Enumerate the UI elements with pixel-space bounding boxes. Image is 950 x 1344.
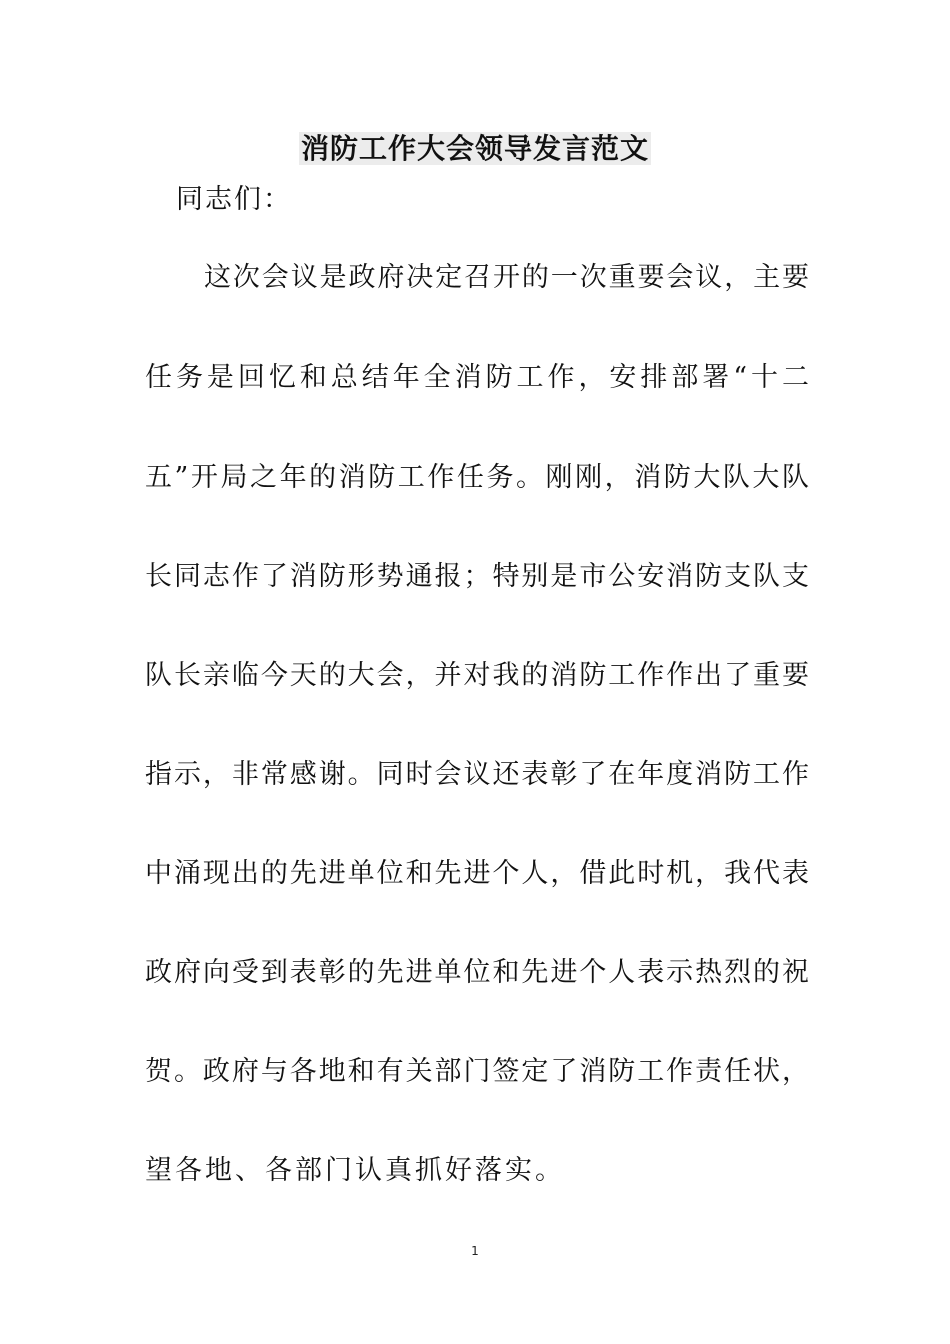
paragraph-line-5: 队长亲临今天的大会，并对我的消防工作作出了重要 [145, 660, 809, 691]
paragraph-line-9: 贺。政府与各地和有关部门签定了消防工作责任状， [145, 1056, 809, 1087]
salutation: 同志们： [176, 184, 292, 215]
paragraph-line-1: 这次会议是政府决定召开的一次重要会议，主要 [204, 262, 809, 293]
paragraph-line-2: 任务是回忆和总结年全消防工作，安排部署“十二 [145, 362, 809, 393]
paragraph-line-6: 指示，非常感谢。同时会议还表彰了在年度消防工作 [145, 759, 809, 790]
document-title-text: 消防工作大会领导发言范文 [300, 132, 649, 165]
paragraph-line-4: 长同志作了消防形势通报；特别是市公安消防支队支 [145, 561, 809, 592]
paragraph-line-7: 中涌现出的先进单位和先进个人，借此时机，我代表 [145, 858, 809, 889]
paragraph-line-10: 望各地、各部门认真抓好落实。 [145, 1155, 565, 1186]
paragraph-line-3: 五”开局之年的消防工作任务。刚刚，消防大队大队 [145, 462, 809, 493]
paragraph-line-8: 政府向受到表彰的先进单位和先进个人表示热烈的祝 [145, 957, 809, 988]
page-number: 1 [471, 1244, 479, 1258]
document-title [0, 131, 950, 167]
